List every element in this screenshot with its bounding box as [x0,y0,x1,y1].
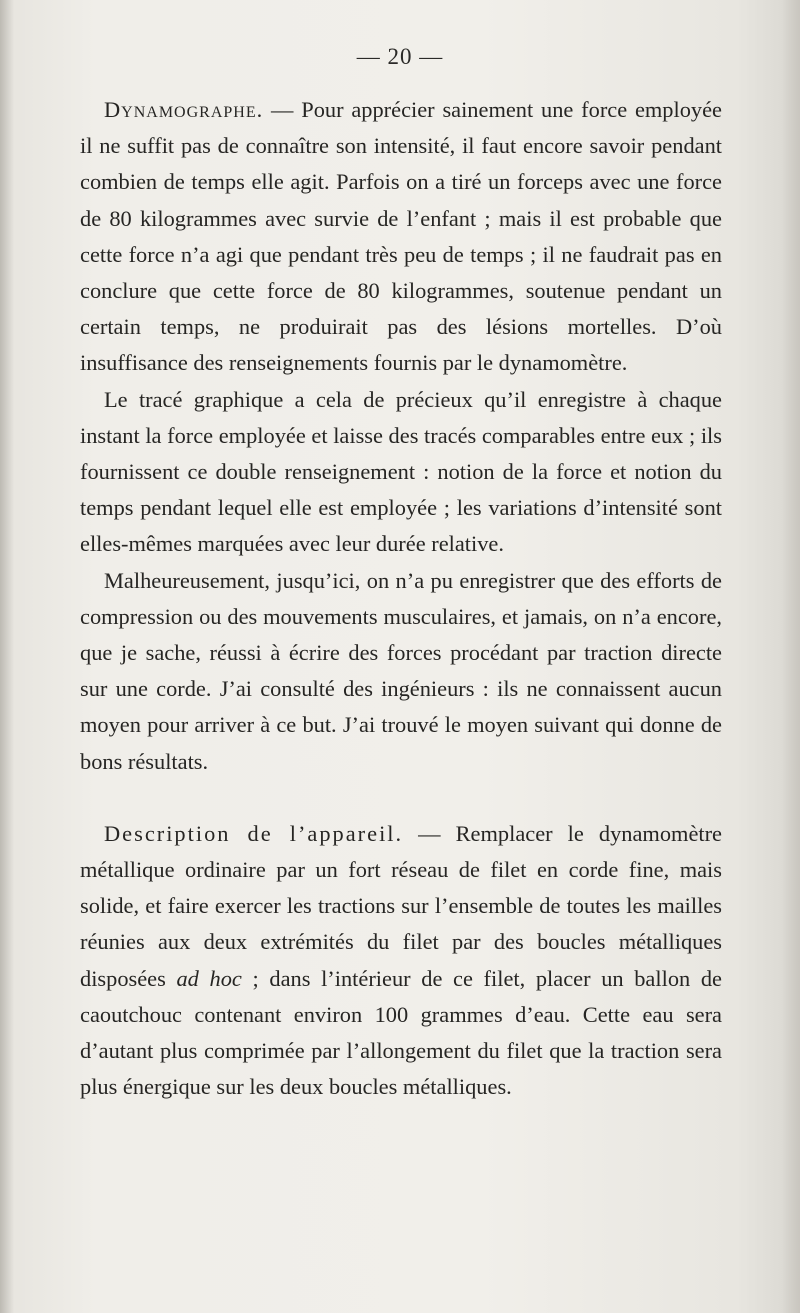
paragraph-description-text-2: ; dans l’intérieur de ce filet, placer un ballon de caoutchouc contenant environ 100 grammes d’eau. Cette eau sera d’autant plus comprimée par l’allongement du filet que la traction sera plus énergique sur les deux boucles métalliques. [80,965,722,1100]
page-gutter-shadow [0,0,14,1313]
page-body [80,92,722,1105]
section-heading-dynamographe: Dynamographe. [104,97,264,122]
page-edge-shadow [782,0,800,1313]
paragraph-description-appareil [80,816,722,1106]
page-number: — 20 — [356,44,444,69]
paragraph-trace-graphique: Le tracé graphique a cela de précieux qu’il enregistre à chaque instant la force employée et laisse des tracés comparables entre eux ; ils fournissent ce double renseignement : notion de la force et notion du temps pendant lequel elle est employée ; les variations d’intensité sont elles-mêmes marquées avec leur durée relative. [80,386,722,557]
paragraph-malheureusement: Malheureusement, jusqu’ici, on n’a pu enregistrer que des efforts de compression ou des mouvements musculaires, et jamais, on n’a encore, que je sache, réussi à écrire des forces procédant par traction directe sur une corde. J’ai consulté des ingénieurs : ils ne connaissent aucun moyen pour arriver à ce but. J’ai trouvé le moyen suivant qui donne de bons résultats. [80,567,722,774]
paragraph-description-text-1: — Remplacer le dynamomètre métallique ordinaire par un fort réseau de filet en corde fine, mais solide, et faire exercer les tractions sur l’ensemble de toutes les mailles réunies aux deux extrémités du filet par des boucles métalliques disposées [80,820,722,991]
italic-ad-hoc: ad hoc [176,965,242,991]
section-heading-description: Description de l’appareil. [104,820,404,846]
paragraph-dynamographe [80,92,722,382]
paragraph-dynamographe-text: — Pour apprécier sainement une force employée il ne suffit pas de connaître son intensité, il faut encore savoir pendant combien de temps elle agit. Parfois on a tiré un forceps avec une force de 80 kilogrammes avec survie de l’enfant ; mais il est probable que cette force n’a agi que pendant très peu de temps ; il ne faudrait pas en conclure que cette force de 80 kilogrammes, soutenue pendant un certain temps, ne produirait pas des lésions mortelles. D’où insuffisance des renseignements fournis par le dynamomètre. [80,97,722,376]
